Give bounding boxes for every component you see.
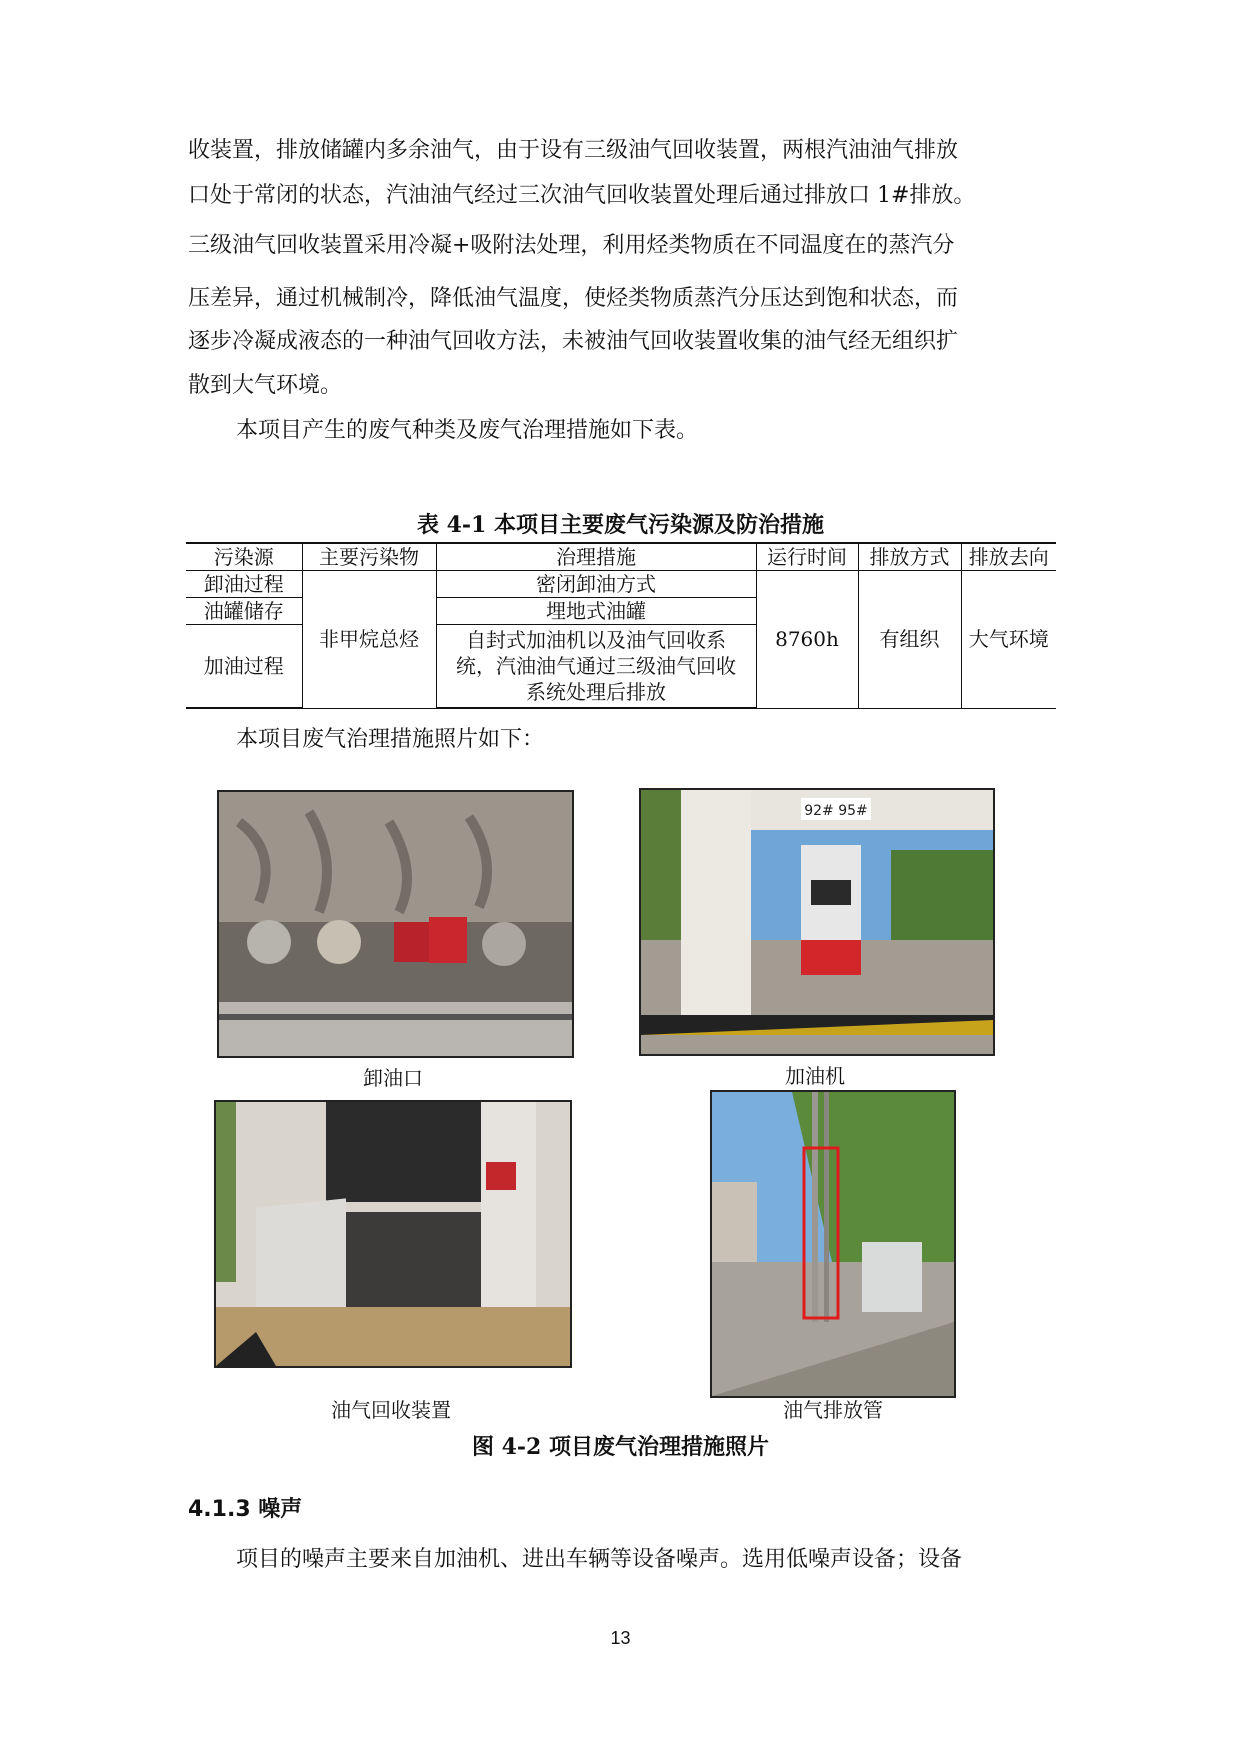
header-emission-mode: 排放方式 (858, 543, 961, 571)
table-title: 表 4-1 本项目主要废气污染源及防治措施 (416, 512, 825, 538)
photo-label-fuel-dispenser: 加油机 (785, 1064, 845, 1088)
row-source: 卸油过程 (186, 571, 302, 598)
header-source: 污染源 (186, 543, 302, 571)
intro-line-2: 口处于常闭的状态，汽油油气经过三次油气回收装置处理后通过排放口 1#排放。 (188, 183, 976, 208)
run-time-cell: 8760h (756, 571, 858, 709)
photo-label-vent-pipe: 油气排放管 (783, 1398, 883, 1422)
table-intro: 本项目产生的废气种类及废气治理措施如下表。 (236, 418, 699, 443)
emission-table (186, 542, 1056, 709)
page-number: 13 (610, 1628, 631, 1648)
fuel-dispenser-photo (639, 788, 995, 1056)
photos-intro: 本项目废气治理措施照片如下： (236, 727, 545, 752)
row-measure: 密闭卸油方式 (436, 571, 756, 598)
emission-mode-cell: 有组织 (858, 571, 961, 709)
table-row (186, 571, 1056, 598)
unloading-port-photo (217, 790, 574, 1058)
header-destination: 排放去向 (961, 543, 1056, 571)
table-header-row (186, 543, 1056, 571)
header-run-time: 运行时间 (756, 543, 858, 571)
row-source: 油罐储存 (186, 598, 302, 625)
header-measure: 治理措施 (436, 543, 756, 571)
intro-line-1: 收装置，排放储罐内多余油气，由于设有三级油气回收装置，两根汽油油气排放 (188, 138, 959, 163)
photo-label-vapor-recovery: 油气回收装置 (331, 1398, 451, 1422)
row-measure: 埋地式油罐 (436, 598, 756, 625)
grade-badge-text: 92# 95# (804, 803, 868, 819)
intro-line-6: 散到大气环境。 (188, 373, 343, 398)
figure-caption: 图 4-2 项目废气治理措施照片 (471, 1434, 770, 1460)
destination-cell: 大气环境 (961, 571, 1056, 709)
row-source: 加油过程 (186, 625, 302, 709)
header-pollutant: 主要污染物 (302, 543, 436, 571)
pollutant-cell: 非甲烷总烃 (302, 571, 436, 709)
vent-pipe-photo (710, 1090, 956, 1398)
intro-line-3: 三级油气回收装置采用冷凝+吸附法处理，利用烃类物质在不同温度在的蒸汽分 (188, 233, 955, 258)
intro-line-5: 逐步冷凝成液态的一种油气回收方法，未被油气回收装置收集的油气经无组织扩 (188, 329, 959, 354)
row-measure: 自封式加油机以及油气回收系统，汽油油气通过三级油气回收系统处理后排放 (436, 625, 756, 709)
section-heading: 4.1.3 噪声 (188, 1497, 303, 1522)
noise-paragraph: 项目的噪声主要来自加油机、进出车辆等设备噪声。选用低噪声设备；设备 (236, 1547, 963, 1572)
photo-label-unloading-port: 卸油口 (363, 1066, 423, 1090)
vapor-recovery-photo (214, 1100, 572, 1368)
intro-line-4: 压差异，通过机械制冷，降低油气温度，使烃类物质蒸汽分压达到饱和状态，而 (188, 286, 959, 311)
